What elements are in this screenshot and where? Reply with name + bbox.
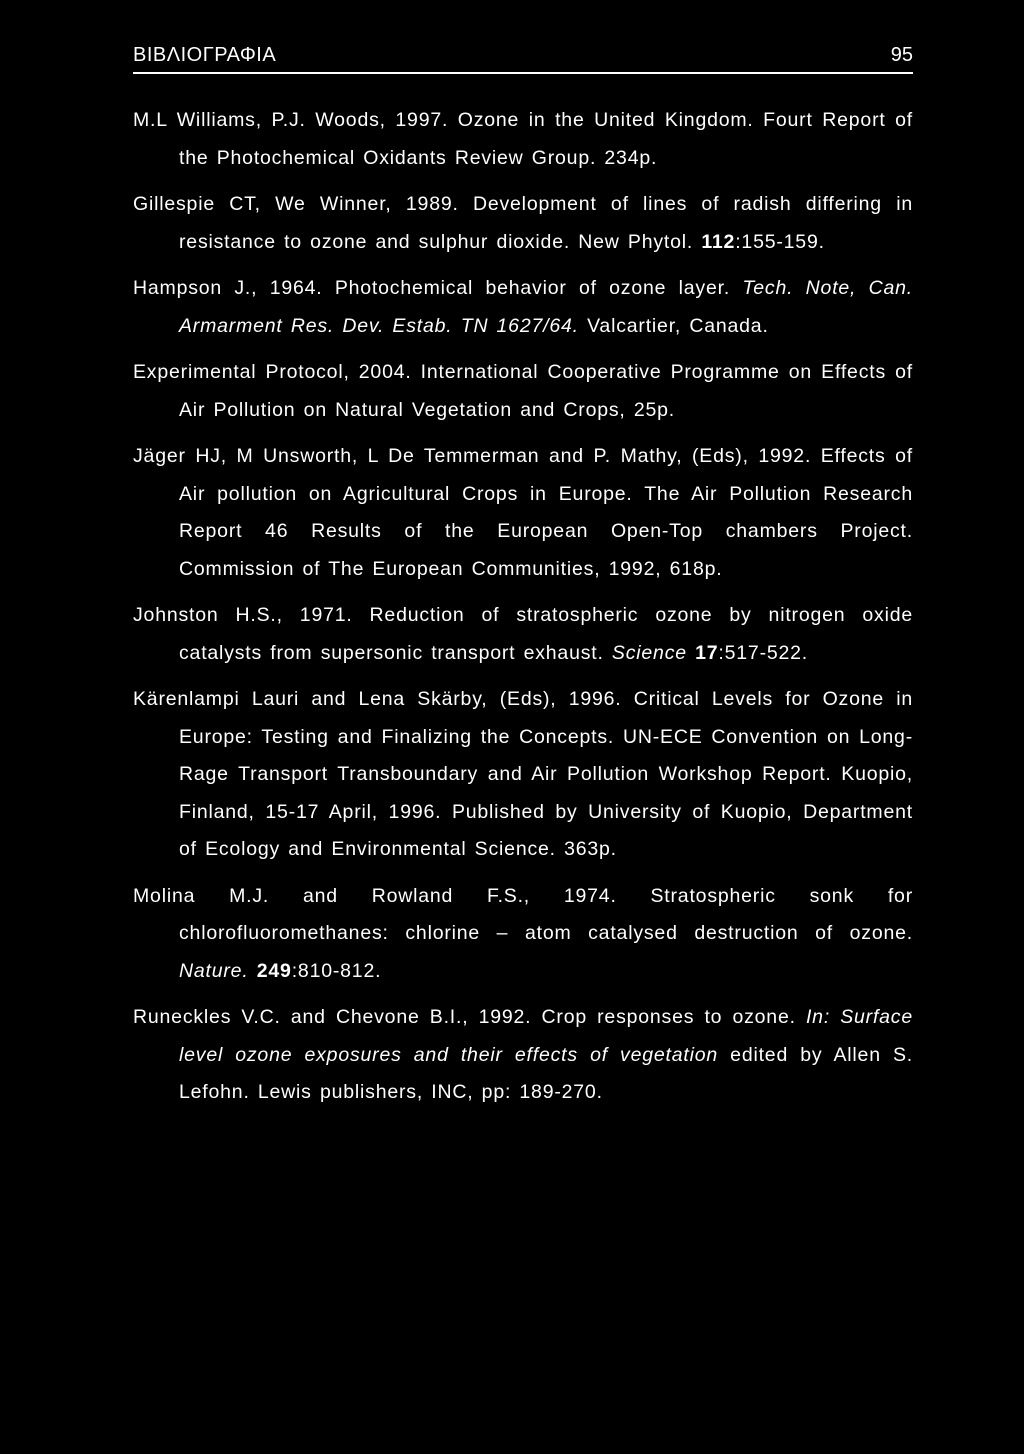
reference-text: Jäger HJ, M Unsworth, L De Temmerman and P. Mathy, (Eds), 1992. Effects of Air pollution on Agricultural Crops in Europe. The Air Pollution Research Report 46 Results of the European Open-Top chambers Project. Commission of The European Communities, 1992, 618p. xyxy=(133,445,913,580)
reference-text: Kärenlampi Lauri and Lena Skärby, (Eds), 1996. Critical Levels for Ozone in Europe: Testing and Finalizing the Concepts. UN-ECE Convention on Long-Rage Transport Transboundary and Air Pollution Workshop Report. Kuopio, Finland, 15-17 April, 1996. Published by University of Kuopio, Department of Ecology and Environmental Science. 363p. xyxy=(133,688,913,860)
reference-journal: Science xyxy=(611,641,687,664)
page-number: 95 xyxy=(890,44,913,66)
reference-runeckles xyxy=(133,999,913,1112)
reference-hampson xyxy=(133,270,913,345)
reference-gillespie xyxy=(133,186,913,261)
reference-pages: :810-812. xyxy=(291,959,382,982)
reference-journal: In: Surface level ozone exposures and their effects of vegetation xyxy=(179,1006,913,1066)
reference-jager xyxy=(133,438,913,588)
reference-list xyxy=(133,102,913,1121)
reference-rest: edited by Allen S. Lefohn. Lewis publishers, INC, pp: 189-270. xyxy=(179,1043,913,1103)
reference-volume: 112 xyxy=(701,230,736,253)
reference-volume: 17 xyxy=(695,641,719,664)
reference-experimental-protocol xyxy=(133,354,913,429)
reference-rest: Valcartier, Canada. xyxy=(578,314,769,337)
reference-pages: :155-159. xyxy=(735,230,825,253)
reference-journal: Tech. Note, Can. Armarment Res. Dev. Estab. TN 1627/64. xyxy=(179,277,913,337)
reference-text: Runeckles V.C. and Chevone B.I., 1992. Crop responses to ozone. xyxy=(133,1006,806,1028)
page-header xyxy=(133,44,913,74)
reference-text: Johnston H.S., 1971. Reduction of stratospheric ozone by nitrogen oxide catalysts from supersonic transport exhaust. xyxy=(133,604,913,664)
section-title: ΒΙΒΛΙΟΓΡΑΦΙΑ xyxy=(133,44,277,66)
reference-volume: 249 xyxy=(256,959,292,982)
reference-pages: :517-522. xyxy=(718,641,809,664)
reference-johnston xyxy=(133,597,913,672)
reference-text: Hampson J., 1964. Photochemical behavior of ozone layer. xyxy=(133,277,743,299)
reference-text: Gillespie CT, We Winner, 1989. Development of lines of radish differing in resistance to ozone and sulphur dioxide. New Phytol. xyxy=(133,193,913,253)
reference-text: Experimental Protocol, 2004. International Cooperative Programme on Effects of Air Pollution on Natural Vegetation and Crops, 25p. xyxy=(133,361,913,421)
reference-molina xyxy=(133,878,913,991)
reference-journal: Nature. xyxy=(179,959,249,982)
reference-williams xyxy=(133,102,913,177)
reference-karenlampi xyxy=(133,681,913,869)
reference-text: M.L Williams, P.J. Woods, 1997. Ozone in the United Kingdom. Fourt Report of the Photochemical Oxidants Review Group. 234p. xyxy=(133,109,913,169)
reference-text: Molina M.J. and Rowland F.S., 1974. Stratospheric sonk for chlorofluoromethanes: chlorine – atom catalysed destruction of ozone. xyxy=(133,884,913,944)
